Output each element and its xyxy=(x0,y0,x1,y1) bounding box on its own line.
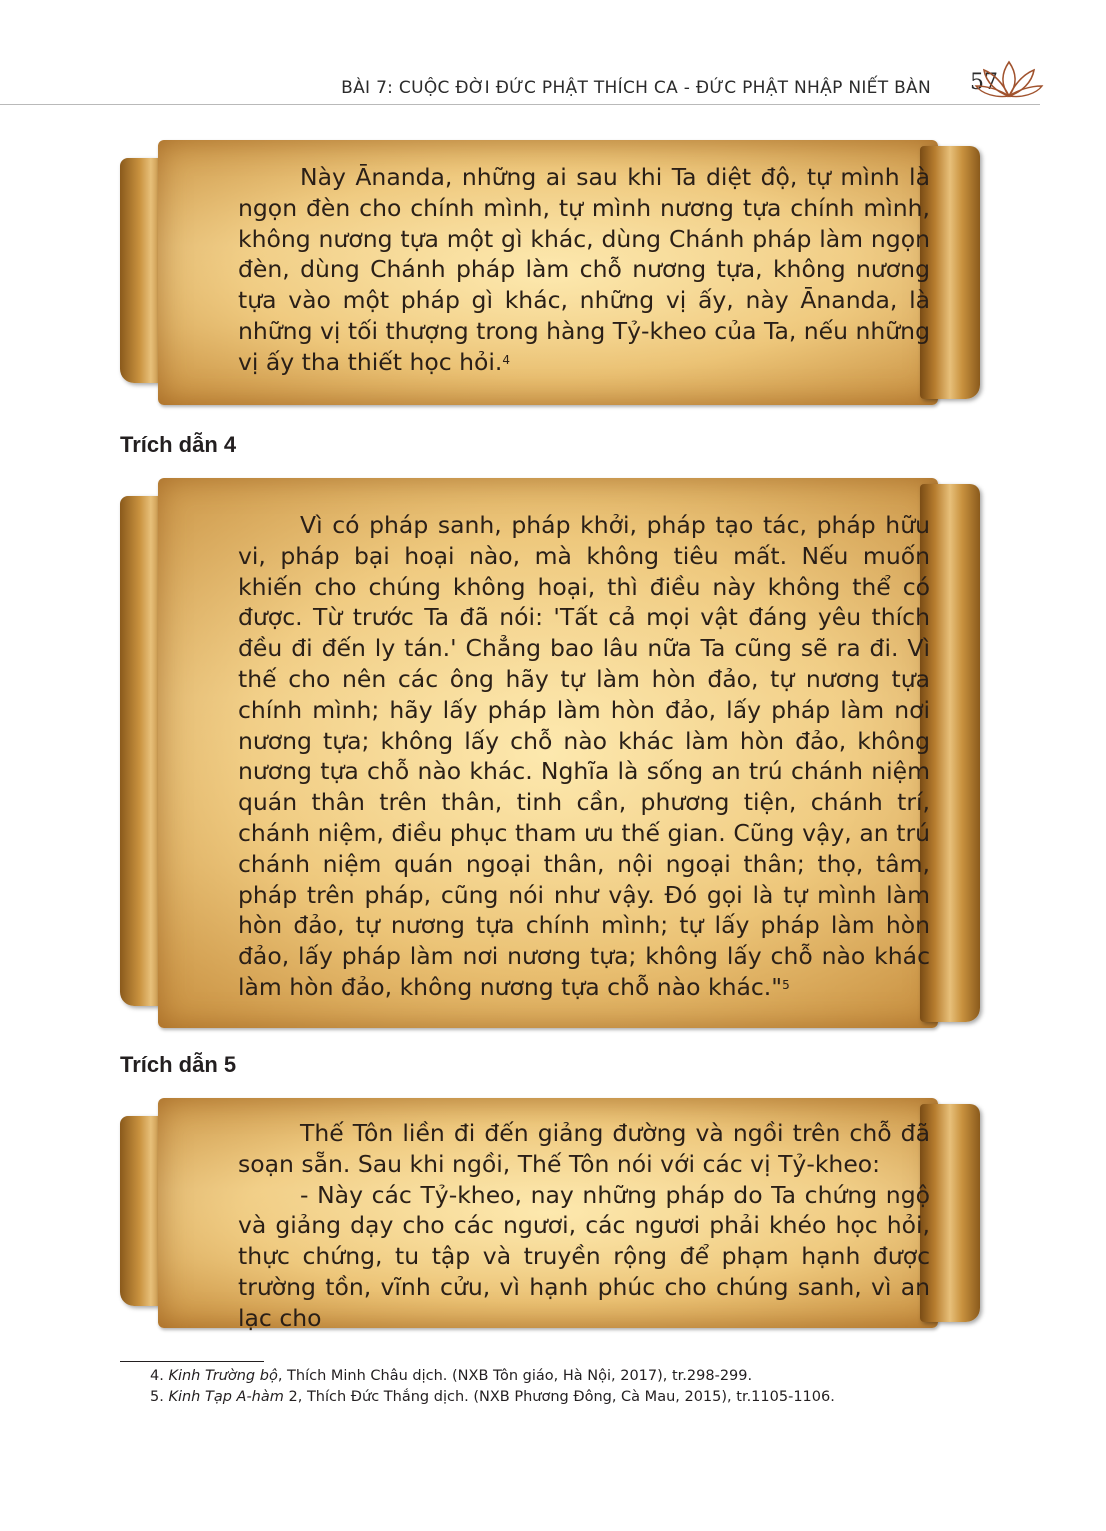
page-number: 57 xyxy=(970,70,998,95)
lotus-icon xyxy=(974,58,1044,102)
quote-scroll-4 xyxy=(120,478,980,1028)
footnote-5 xyxy=(120,1387,992,1408)
footnote-citation: , Thích Minh Châu dịch. (NXB Tôn giáo, Hà Nội, 2017), tr.298-299. xyxy=(277,1368,753,1384)
footnote-number: 5. xyxy=(150,1389,164,1405)
footnote-source-title: Kinh Tạp A-hàm xyxy=(168,1389,284,1405)
header-divider xyxy=(0,104,1040,105)
page-header xyxy=(0,72,1106,112)
footnote-ref: 5 xyxy=(782,977,790,992)
quote-text xyxy=(238,510,930,1003)
quote-scroll-5 xyxy=(120,1098,980,1332)
quote-body: Vì có pháp sanh, pháp khởi, pháp tạo tác, pháp hữu vi, pháp bại hoại nào, mà không tiêu mất. Nếu muốn khiến cho chúng không hoại, thì điều này không thể có được. Từ trước Ta đã nói: 'Tất cả mọi vật đáng yêu thích đều đi đến ly tán.' Chẳng bao lâu nữa Ta cũng sẽ ra đi. Vì thế cho nên các ông hãy tự làm hòn đảo, tự nương tựa chính mình; hãy lấy pháp làm hòn đảo, lấy pháp làm nơi nương tựa; không lấy chỗ nào khác làm hòn đảo, không nương tựa chỗ nào khác. Nghĩa là sống an trú chánh niệm quán thân trên thân, tinh cần, phương tiện, chánh trí, chánh niệm, điều phục tham ưu thế gian. Cũng vậy, an trú chánh niệm quán ngoại thân, nội ngoại thân; thọ, tâm, pháp trên pháp, cũng nói như vậy. Đó gọi là tự mình làm hòn đảo, tự nương tựa chính mình; tự lấy pháp làm hòn đảo, lấy pháp làm nơi nương tựa; không lấy chỗ nào khác làm hòn đảo, không nương tựa chỗ nào khác." xyxy=(238,511,930,1001)
footnote-citation: 2, Thích Đức Thắng dịch. (NXB Phương Đông, Cà Mau, 2015), tr.1105-1106. xyxy=(283,1389,835,1405)
footnote-divider xyxy=(120,1361,264,1362)
footnote-source-title: Kinh Trường bộ xyxy=(168,1368,278,1384)
footnotes xyxy=(120,1366,992,1408)
chapter-title: BÀI 7: CUỘC ĐỜI ĐỨC PHẬT THÍCH CA - ĐỨC PHẬT NHẬP NIẾT BÀN xyxy=(341,78,931,98)
quote-paragraph: - Này các Tỷ-kheo, nay những pháp do Ta chứng ngộ và giảng dạy cho các ngươi, các ngươi phải khéo học hỏi, thực chứng, tu tập và truyền rộng để phạm hạnh được trường tồn, vĩnh cửu, vì hạnh phúc cho chúng sanh, vì an lạc cho xyxy=(238,1180,930,1332)
quote-body: Này Ānanda, những ai sau khi Ta diệt độ, tự mình là ngọn đèn cho chính mình, tự mình nương tựa chính mình, không nương tựa một gì khác, dùng Chánh pháp làm ngọn đèn, dùng Chánh pháp làm chỗ nương tựa, không nương tựa vào một pháp gì khác, những vị ấy, này Ānanda, là những vị tối thượng trong hàng Tỷ-kheo của Ta, nếu những vị ấy tha thiết học hỏi. xyxy=(238,163,930,376)
quote-paragraph: Thế Tôn liền đi đến giảng đường và ngồi trên chỗ đã soạn sẵn. Sau khi ngồi, Thế Tôn nói với các vị Tỷ-kheo: xyxy=(238,1119,930,1178)
quote-text xyxy=(238,162,930,378)
quote-4-heading: Trích dẫn 4 xyxy=(120,432,237,457)
quote-text xyxy=(238,1118,930,1334)
footnote-4 xyxy=(120,1366,992,1387)
quote-scroll-top xyxy=(120,140,980,405)
footnote-ref: 4 xyxy=(502,352,511,367)
footnote-number: 4. xyxy=(150,1368,164,1384)
quote-5-heading: Trích dẫn 5 xyxy=(120,1052,237,1077)
